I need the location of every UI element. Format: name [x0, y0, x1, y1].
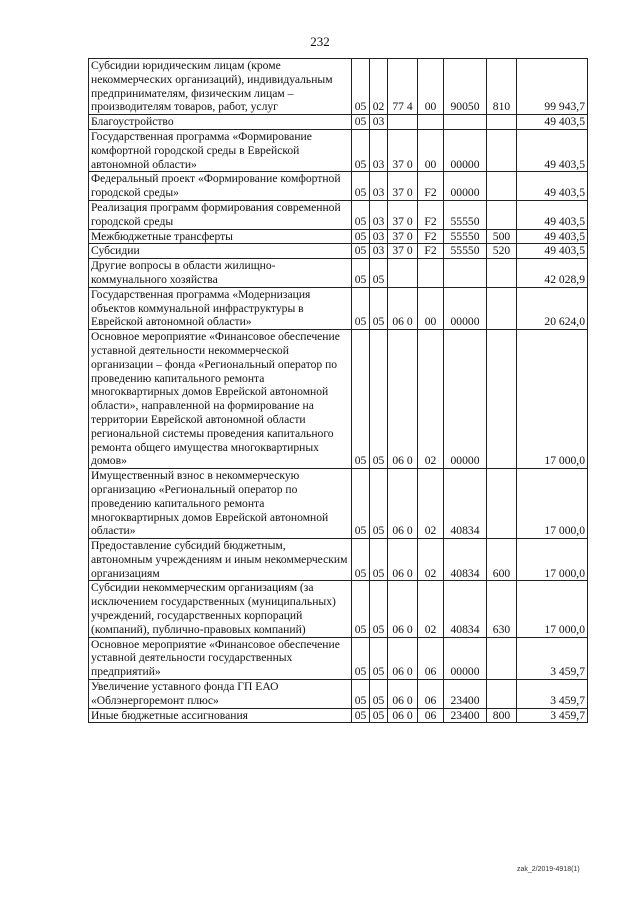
code-section: 05 — [352, 229, 370, 244]
code-expense-type — [487, 469, 517, 539]
code-program: 06 0 — [388, 330, 418, 469]
code-subsection: 05 — [370, 680, 388, 709]
code-subprogram: 02 — [418, 581, 444, 637]
code-subprogram: F2 — [418, 229, 444, 244]
code-expense-type: 500 — [487, 229, 517, 244]
code-program: 06 0 — [388, 680, 418, 709]
code-direction: 40834 — [444, 539, 487, 581]
code-direction: 23400 — [444, 708, 487, 723]
code-direction: 00000 — [444, 172, 487, 201]
row-amount: 49 403,5 — [517, 129, 588, 171]
row-amount: 99 943,7 — [517, 59, 588, 115]
code-subprogram: F2 — [418, 172, 444, 201]
row-name: Иные бюджетные ассигнования — [89, 708, 352, 723]
row-amount: 49 403,5 — [517, 115, 588, 130]
row-amount: 42 028,9 — [517, 259, 588, 288]
code-subprogram: 06 — [418, 708, 444, 723]
code-program: 06 0 — [388, 708, 418, 723]
table-row — [89, 259, 588, 288]
code-program: 06 0 — [388, 581, 418, 637]
code-section: 05 — [352, 200, 370, 229]
code-section: 05 — [352, 244, 370, 259]
code-subprogram: 02 — [418, 539, 444, 581]
code-expense-type — [487, 200, 517, 229]
row-name: Субсидии юридическим лицам (кроме некоммерческих организаций), индивидуальным предпринимателям, физическим лицам – производителям товаров, работ, услуг — [89, 59, 352, 115]
code-program: 37 0 — [388, 129, 418, 171]
row-name: Государственная программа «Модернизация объектов коммунальной инфраструктуры в Еврейской автономной области» — [89, 287, 352, 329]
code-section: 05 — [352, 259, 370, 288]
code-direction: 40834 — [444, 581, 487, 637]
code-program: 77 4 — [388, 59, 418, 115]
code-subsection: 05 — [370, 259, 388, 288]
table-row — [89, 244, 588, 259]
row-amount: 3 459,7 — [517, 680, 588, 709]
code-expense-type: 520 — [487, 244, 517, 259]
code-expense-type: 810 — [487, 59, 517, 115]
code-program — [388, 259, 418, 288]
code-expense-type — [487, 259, 517, 288]
code-program: 37 0 — [388, 200, 418, 229]
code-subsection: 05 — [370, 330, 388, 469]
code-program: 06 0 — [388, 539, 418, 581]
table-row — [89, 172, 588, 201]
row-amount: 20 624,0 — [517, 287, 588, 329]
row-name: Субсидии некоммерческим организациям (за исключением государственных (муниципальных) учреждений, государственных корпораций (компаний), публично-правовых компаний) — [89, 581, 352, 637]
code-expense-type — [487, 129, 517, 171]
row-name: Другие вопросы в области жилищно-коммунального хозяйства — [89, 259, 352, 288]
code-section: 05 — [352, 115, 370, 130]
code-direction: 55550 — [444, 244, 487, 259]
code-program: 06 0 — [388, 287, 418, 329]
code-program: 37 0 — [388, 229, 418, 244]
table-row — [89, 59, 588, 115]
code-subsection: 03 — [370, 172, 388, 201]
row-name: Предоставление субсидий бюджетным, автономным учреждениям и иным некоммерческим организациям — [89, 539, 352, 581]
code-subsection: 03 — [370, 229, 388, 244]
code-subprogram: F2 — [418, 200, 444, 229]
table-row — [89, 129, 588, 171]
code-expense-type — [487, 115, 517, 130]
code-subprogram: 00 — [418, 59, 444, 115]
code-section: 05 — [352, 129, 370, 171]
code-direction — [444, 259, 487, 288]
table-row — [89, 469, 588, 539]
code-subprogram: 06 — [418, 637, 444, 679]
code-direction: 00000 — [444, 330, 487, 469]
code-program: 37 0 — [388, 172, 418, 201]
code-section: 05 — [352, 581, 370, 637]
table-row — [89, 287, 588, 329]
row-amount: 17 000,0 — [517, 581, 588, 637]
footer-document-code: zak_2/2019-4918(1) — [517, 866, 580, 873]
code-subprogram: 06 — [418, 680, 444, 709]
row-name: Реализация программ формирования современной городской среды — [89, 200, 352, 229]
code-subprogram: 00 — [418, 129, 444, 171]
code-expense-type — [487, 330, 517, 469]
code-program — [388, 115, 418, 130]
table-row — [89, 539, 588, 581]
code-direction: 23400 — [444, 680, 487, 709]
code-subsection: 03 — [370, 115, 388, 130]
code-section: 05 — [352, 708, 370, 723]
code-subprogram: 02 — [418, 469, 444, 539]
row-amount: 49 403,5 — [517, 200, 588, 229]
row-amount: 17 000,0 — [517, 330, 588, 469]
code-direction: 40834 — [444, 469, 487, 539]
row-name: Основное мероприятие «Финансовое обеспечение уставной деятельности некоммерческой организации – фонда «Региональный оператор по проведению капитального ремонта многоквартирных домов Еврейской автономной области», направленной на формирование на территории Еврейской автономной области региональной системы проведения капитального ремонта общего имущества многоквартирных домов» — [89, 330, 352, 469]
table-row — [89, 680, 588, 709]
code-section: 05 — [352, 469, 370, 539]
code-expense-type — [487, 287, 517, 329]
code-subsection: 05 — [370, 637, 388, 679]
table-row — [89, 330, 588, 469]
code-direction: 55550 — [444, 229, 487, 244]
code-direction: 55550 — [444, 200, 487, 229]
code-subsection: 05 — [370, 287, 388, 329]
code-direction — [444, 115, 487, 130]
code-program: 06 0 — [388, 469, 418, 539]
code-section: 05 — [352, 172, 370, 201]
code-subsection: 05 — [370, 581, 388, 637]
code-subprogram: 02 — [418, 330, 444, 469]
code-subsection: 05 — [370, 469, 388, 539]
code-section: 05 — [352, 539, 370, 581]
code-subsection: 05 — [370, 539, 388, 581]
budget-table — [88, 58, 588, 723]
code-subprogram — [418, 115, 444, 130]
page-number: 232 — [310, 34, 330, 49]
row-amount: 49 403,5 — [517, 229, 588, 244]
row-amount: 49 403,5 — [517, 244, 588, 259]
code-subsection: 03 — [370, 200, 388, 229]
code-program: 06 0 — [388, 637, 418, 679]
code-direction: 00000 — [444, 129, 487, 171]
code-direction: 00000 — [444, 637, 487, 679]
code-direction: 90050 — [444, 59, 487, 115]
code-section: 05 — [352, 637, 370, 679]
code-subprogram — [418, 259, 444, 288]
code-section: 05 — [352, 59, 370, 115]
table-row — [89, 115, 588, 130]
table-row — [89, 708, 588, 723]
row-name: Межбюджетные трансферты — [89, 229, 352, 244]
table-row — [89, 637, 588, 679]
code-direction: 00000 — [444, 287, 487, 329]
code-subsection: 03 — [370, 244, 388, 259]
row-name: Субсидии — [89, 244, 352, 259]
code-subprogram: F2 — [418, 244, 444, 259]
table-row — [89, 581, 588, 637]
code-section: 05 — [352, 330, 370, 469]
code-subsection: 05 — [370, 708, 388, 723]
code-subprogram: 00 — [418, 287, 444, 329]
row-name: Увеличение уставного фонда ГП ЕАО «Облэнергоремонт плюс» — [89, 680, 352, 709]
table-row — [89, 200, 588, 229]
row-name: Федеральный проект «Формирование комфортной городской среды» — [89, 172, 352, 201]
code-section: 05 — [352, 287, 370, 329]
code-expense-type: 600 — [487, 539, 517, 581]
row-name: Государственная программа «Формирование комфортной городской среды в Еврейской автономной области» — [89, 129, 352, 171]
row-name: Имущественный взнос в некоммерческую организацию «Региональный оператор по проведению капитального ремонта многоквартирных домов Еврейской автономной области» — [89, 469, 352, 539]
table-row — [89, 229, 588, 244]
code-expense-type — [487, 680, 517, 709]
row-name: Основное мероприятие «Финансовое обеспечение уставной деятельности государственных предприятий» — [89, 637, 352, 679]
row-amount: 17 000,0 — [517, 469, 588, 539]
code-expense-type: 630 — [487, 581, 517, 637]
code-expense-type — [487, 172, 517, 201]
row-amount: 3 459,7 — [517, 708, 588, 723]
code-subsection: 02 — [370, 59, 388, 115]
code-expense-type — [487, 637, 517, 679]
row-name: Благоустройство — [89, 115, 352, 130]
row-amount: 49 403,5 — [517, 172, 588, 201]
row-amount: 3 459,7 — [517, 637, 588, 679]
code-expense-type: 800 — [487, 708, 517, 723]
code-subsection: 03 — [370, 129, 388, 171]
row-amount: 17 000,0 — [517, 539, 588, 581]
code-program: 37 0 — [388, 244, 418, 259]
code-section: 05 — [352, 680, 370, 709]
